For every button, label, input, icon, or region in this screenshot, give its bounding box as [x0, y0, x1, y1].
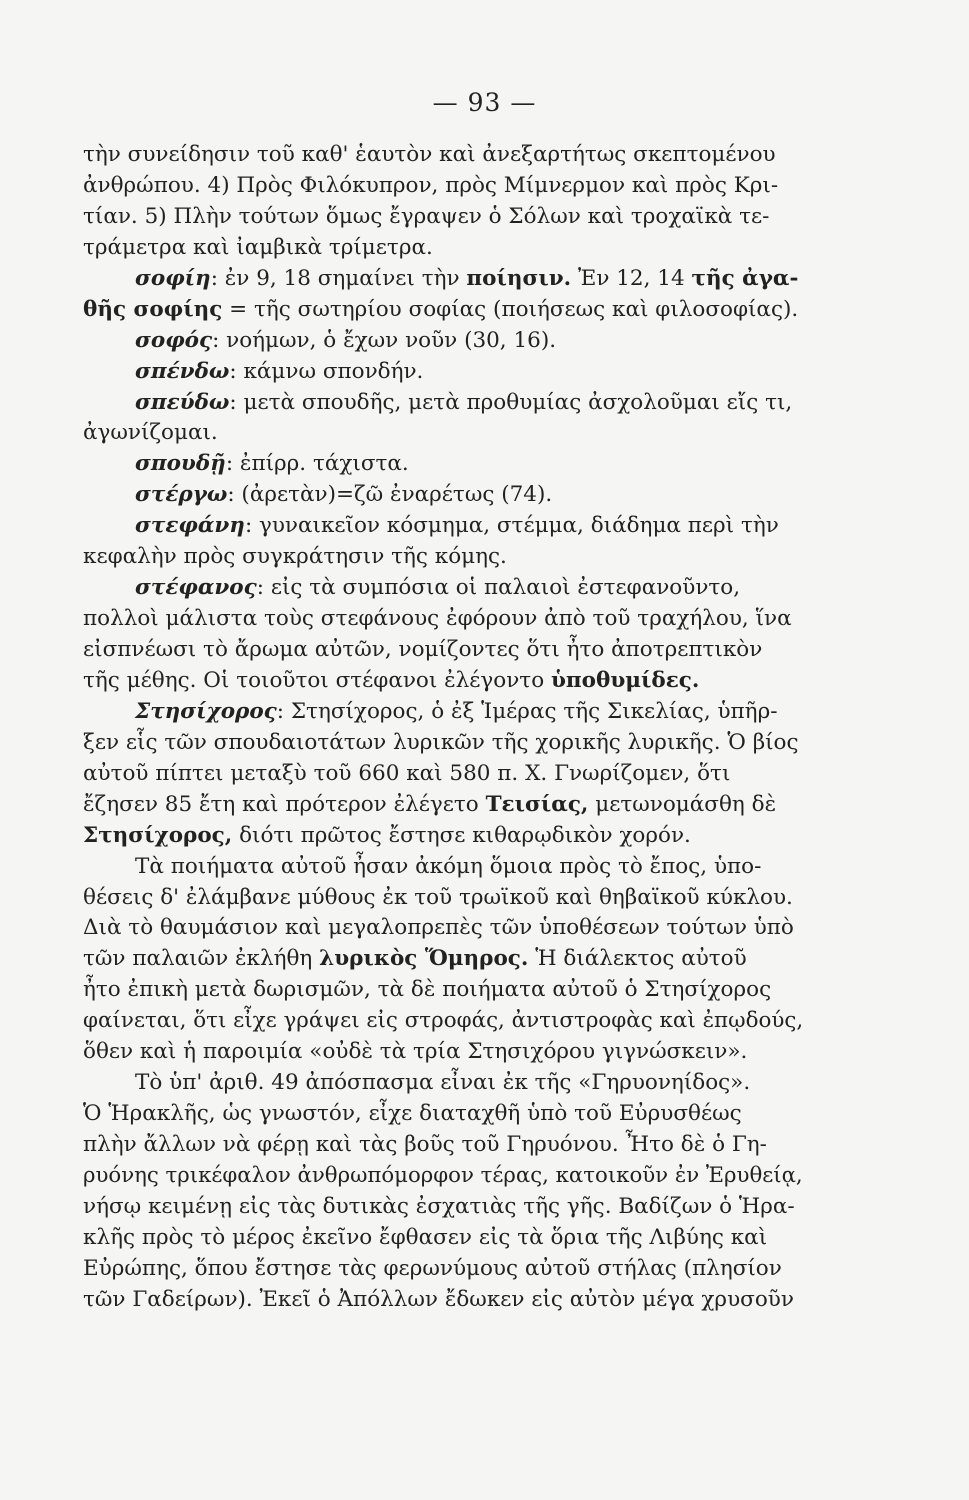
text-segment: αὐτοῦ πίπτει μεταξὺ τοῦ 660 καὶ 580 π. Χ. Γνωρίζομεν, ὅτι [83, 760, 731, 786]
text-segment: : ἐν 9, 18 σημαίνει τὴν [210, 265, 467, 291]
text-line [83, 944, 803, 975]
text-segment: κλῆς πρὸς τὸ μέρος ἐκεῖνο ἔφθασεν εἰς τὰ ὅρια τῆς Λιβύης καὶ [83, 1224, 768, 1250]
text-segment: = τῆς σωτηρίου σοφίας (ποιήσεως καὶ φιλοσοφίας). [222, 296, 799, 322]
glossary-term: σπεύδω [135, 389, 230, 415]
text-segment: πλὴν ἄλλων νὰ φέρῃ καὶ τὰς βοῦς τοῦ Γηρυόνου. Ἦτο δὲ ὁ Γη- [83, 1132, 767, 1157]
text-line [83, 852, 803, 883]
bold-phrase: θῆς σοφίης [83, 296, 223, 322]
text-line [83, 202, 803, 233]
glossary-term: στεφάνη [135, 513, 245, 539]
text-line [83, 295, 803, 326]
text-line [83, 449, 803, 480]
text-line [83, 1006, 803, 1037]
text-segment: : εἰς τὰ συμπόσια οἱ παλαιοὶ ἐστεφανοῦντο, [256, 575, 741, 601]
text-segment: τῶν Γαδείρων). Ἐκεῖ ὁ Ἀπόλλων ἔδωκεν εἰς αὐτὸν μέγα χρυσοῦν [83, 1286, 794, 1312]
text-segment: ὅθεν καὶ ἡ παροιμία «οὐδὲ τὰ τρία Στησιχόρου γιγνώσκειν». [83, 1039, 748, 1065]
bold-phrase: ὑποθυμίδες. [550, 667, 700, 693]
text-segment: Ἐν 12, 14 [571, 265, 692, 291]
text-segment: : (ἀρετὰν)=ζῶ ἐναρέτως (74). [227, 482, 553, 508]
text-line [83, 975, 803, 1006]
text-line [83, 728, 803, 759]
text-segment: διότι πρῶτος ἔστησε κιθαρῳδικὸν χορόν. [232, 822, 691, 848]
text-segment: Εὐρώπης, ὅπου ἔστησε τὰς φερωνύμους αὐτοῦ στήλας (πλησίον [83, 1255, 782, 1281]
text-segment: τῆς μέθης. Οἱ τοιοῦτοι στέφανοι ἐλέγοντο [83, 667, 551, 693]
text-line [83, 573, 803, 604]
text-segment: τίαν. 5) Πλὴν τούτων ὅμως ἔγραψεν ὁ Σόλων καὶ τροχαϊκὰ τε- [83, 203, 770, 229]
bold-phrase: Στησίχορος, [83, 822, 233, 848]
text-segment: Διὰ τὸ θαυμάσιον καὶ μεγαλοπρεπὲς τῶν ὑποθέσεων τούτων ὑπὸ [83, 915, 794, 941]
glossary-term: στέφανος [135, 575, 257, 601]
text-segment: τράμετρα καὶ ἰαμβικὰ τρίμετρα. [83, 234, 433, 260]
text-line [83, 759, 803, 790]
text-segment: πολλοὶ μάλιστα τοὺς στεφάνους ἐφόρουν ἀπὸ τοῦ τραχήλου, ἵνα [83, 606, 792, 632]
text-segment: ἔζησεν 85 ἔτη καὶ πρότερον ἐλέγετο [83, 791, 486, 817]
text-line [83, 171, 803, 202]
text-segment: Τὸ ὑπ' ἀριθ. 49 ἀπόσπασμα εἶναι ἐκ τῆς «Γηρυονηίδος». [135, 1070, 751, 1096]
text-segment: : νοήμων, ὁ ἔχων νοῦν (30, 16). [212, 327, 557, 353]
text-segment: ἀγωνίζομαι. [83, 420, 218, 446]
glossary-term: στέργω [135, 482, 228, 508]
text-segment: τῶν παλαιῶν ἐκλήθη [83, 946, 320, 972]
text-line [83, 604, 803, 635]
text-line [83, 418, 803, 449]
bold-phrase: Τεισίας, [485, 791, 589, 817]
text-line [83, 233, 803, 264]
text-line [83, 1223, 803, 1254]
text-line [83, 388, 803, 419]
glossary-term: σπένδω [135, 358, 230, 384]
text-line [83, 1037, 803, 1068]
text-line [83, 1130, 803, 1161]
text-segment: νήσῳ κειμένῃ εἰς τὰς δυτικὰς ἐσχατιὰς τῆς γῆς. Βαδίζων ὁ Ἡρα- [83, 1193, 795, 1219]
text-line [83, 357, 803, 388]
bold-phrase: ποίησιν. [466, 265, 572, 291]
text-segment: Ἡ διάλεκτος αὐτοῦ [528, 946, 747, 972]
bold-phrase: λυρικὸς Ὅμηρος. [319, 946, 529, 972]
text-segment: θέσεις δ' ἐλάμβανε μύθους ἐκ τοῦ τρωϊκοῦ καὶ θηβαϊκοῦ κύκλου. [83, 884, 793, 910]
text-line [83, 1161, 803, 1192]
text-line [83, 1099, 803, 1130]
text-segment: εἰσπνέωσι τὸ ἄρωμα αὐτῶν, νομίζοντες ὅτι ἦτο ἀποτρεπτικὸν [83, 637, 763, 662]
text-segment: φαίνεται, ὅτι εἶχε γράψει εἰς στροφάς, ἀντιστροφὰς καὶ ἐπῳδούς, [83, 1008, 804, 1034]
text-segment: : Στησίχορος, ὁ ἐξ Ἱμέρας τῆς Σικελίας, ὑπῆρ- [276, 698, 778, 724]
text-segment: : μετὰ σπουδῆς, μετὰ προθυμίας ἀσχολοῦμαι εἴς τι, [229, 389, 793, 415]
text-line [83, 635, 803, 666]
text-line [83, 264, 803, 295]
bold-phrase: τῆς ἀγα- [691, 265, 799, 291]
text-line [83, 666, 803, 697]
text-segment: ξεν εἷς τῶν σπουδαιοτάτων λυρικῶν τῆς χορικῆς λυρικῆς. Ὁ βίος [83, 729, 799, 755]
text-line [83, 140, 803, 171]
text-segment: Τὰ ποιήματα αὐτοῦ ἦσαν ἀκόμη ὅμοια πρὸς τὸ ἔπος, ὑπο- [135, 853, 762, 879]
text-line [83, 1254, 803, 1285]
text-segment: τὴν συνείδησιν τοῦ καθ' ἑαυτὸν καὶ ἀνεξαρτήτως σκεπτομένου [83, 142, 776, 167]
glossary-term: σοφός [135, 327, 213, 353]
text-line [83, 542, 803, 573]
glossary-term: Στησίχορος [135, 698, 277, 724]
text-line [83, 326, 803, 357]
text-line [83, 913, 803, 944]
glossary-term: σοφίη [135, 265, 211, 291]
text-line [83, 790, 803, 821]
text-segment: Ὁ Ἡρακλῆς, ὡς γνωστόν, εἶχε διαταχθῆ ὑπὸ τοῦ Εὐρυσθέως [83, 1101, 742, 1127]
text-segment: ἦτο ἐπικὴ μετὰ δωρισμῶν, τὰ δὲ ποιήματα αὐτοῦ ὁ Στησίχορος [83, 977, 772, 1003]
body-text [83, 140, 803, 1316]
text-line [83, 1192, 803, 1223]
text-segment: : κάμνω σπονδήν. [229, 358, 424, 384]
text-line [83, 480, 803, 511]
text-line [83, 1285, 803, 1316]
text-line [83, 821, 803, 852]
text-segment: μετωνομάσθη δὲ [588, 791, 777, 817]
text-segment: : ἐπίρρ. τάχιστα. [225, 451, 409, 477]
text-segment: : γυναικεῖον κόσμημα, στέμμα, διάδημα περὶ τὴν [244, 513, 779, 539]
text-line [83, 697, 803, 728]
text-segment: ἀνθρώπου. 4) Πρὸς Φιλόκυπρον, πρὸς Μίμνερμον καὶ πρὸς Κρι- [83, 172, 779, 198]
text-segment: κεφαλὴν πρὸς συγκράτησιν τῆς κόμης. [83, 544, 507, 570]
text-line [83, 883, 803, 914]
text-segment: ρυόνης τρικέφαλον ἀνθρωπόμορφον τέρας, κατοικοῦν ἐν Ἐρυθείᾳ, [83, 1162, 803, 1188]
glossary-term: σπουδῇ [135, 451, 226, 477]
text-line [83, 511, 803, 542]
text-line [83, 1068, 803, 1099]
page-number: — 93 — [432, 88, 537, 117]
